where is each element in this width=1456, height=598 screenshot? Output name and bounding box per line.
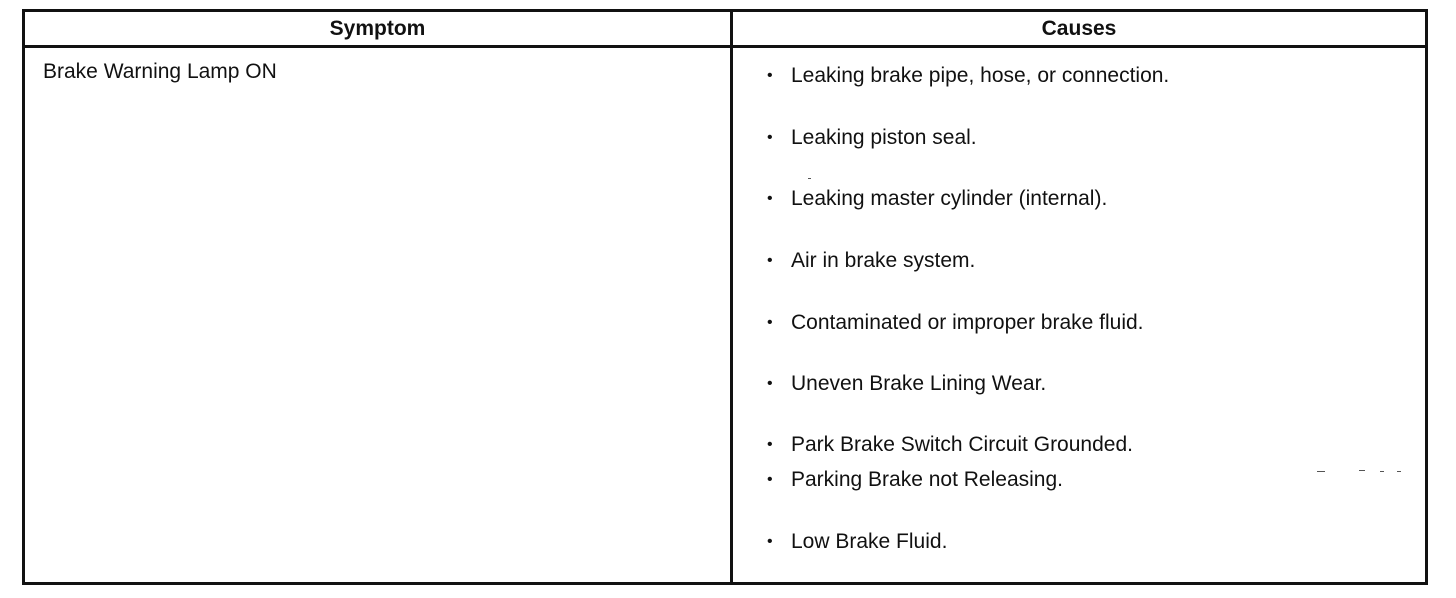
- cause-item: [767, 433, 1133, 457]
- bullet-icon: •: [767, 129, 773, 146]
- cause-text: Contaminated or improper brake fluid.: [791, 311, 1144, 334]
- cause-text: Leaking brake pipe, hose, or connection.: [791, 64, 1170, 87]
- bullet-icon: •: [767, 533, 773, 550]
- cause-item: [767, 64, 1169, 88]
- bullet-icon: •: [767, 314, 773, 331]
- bullet-icon: •: [767, 436, 773, 453]
- cause-text: Low Brake Fluid.: [791, 530, 948, 553]
- column-divider: [730, 12, 733, 582]
- scan-speck: [1359, 470, 1365, 471]
- table-header-row: [25, 12, 1425, 48]
- cause-item: [767, 249, 975, 273]
- bullet-icon: •: [767, 67, 773, 84]
- scan-speck: [1397, 471, 1401, 472]
- scan-speck: [808, 178, 811, 179]
- scan-speck: [1317, 471, 1325, 472]
- cause-item: [767, 126, 977, 150]
- cause-item: [767, 311, 1144, 335]
- cause-text: Leaking piston seal.: [791, 126, 977, 149]
- cause-text: Leaking master cylinder (internal).: [791, 187, 1108, 210]
- header-causes: Causes: [1041, 17, 1117, 40]
- cause-item: [767, 187, 1107, 211]
- header-symptom: Symptom: [329, 17, 426, 40]
- bullet-icon: •: [767, 252, 773, 269]
- bullet-icon: •: [767, 375, 773, 392]
- cause-text: Air in brake system.: [791, 249, 976, 272]
- scan-speck: [1380, 471, 1384, 472]
- symptom-cell: Brake Warning Lamp ON: [43, 60, 277, 83]
- cause-text: Uneven Brake Lining Wear.: [791, 372, 1047, 395]
- cause-item: [767, 372, 1046, 396]
- cause-item: [767, 468, 1063, 492]
- cause-text: Park Brake Switch Circuit Grounded.: [791, 433, 1133, 456]
- bullet-icon: •: [767, 471, 773, 488]
- symptom-causes-table: [22, 9, 1428, 585]
- bullet-icon: •: [767, 190, 773, 207]
- cause-text: Parking Brake not Releasing.: [791, 468, 1063, 491]
- cause-item: [767, 530, 947, 554]
